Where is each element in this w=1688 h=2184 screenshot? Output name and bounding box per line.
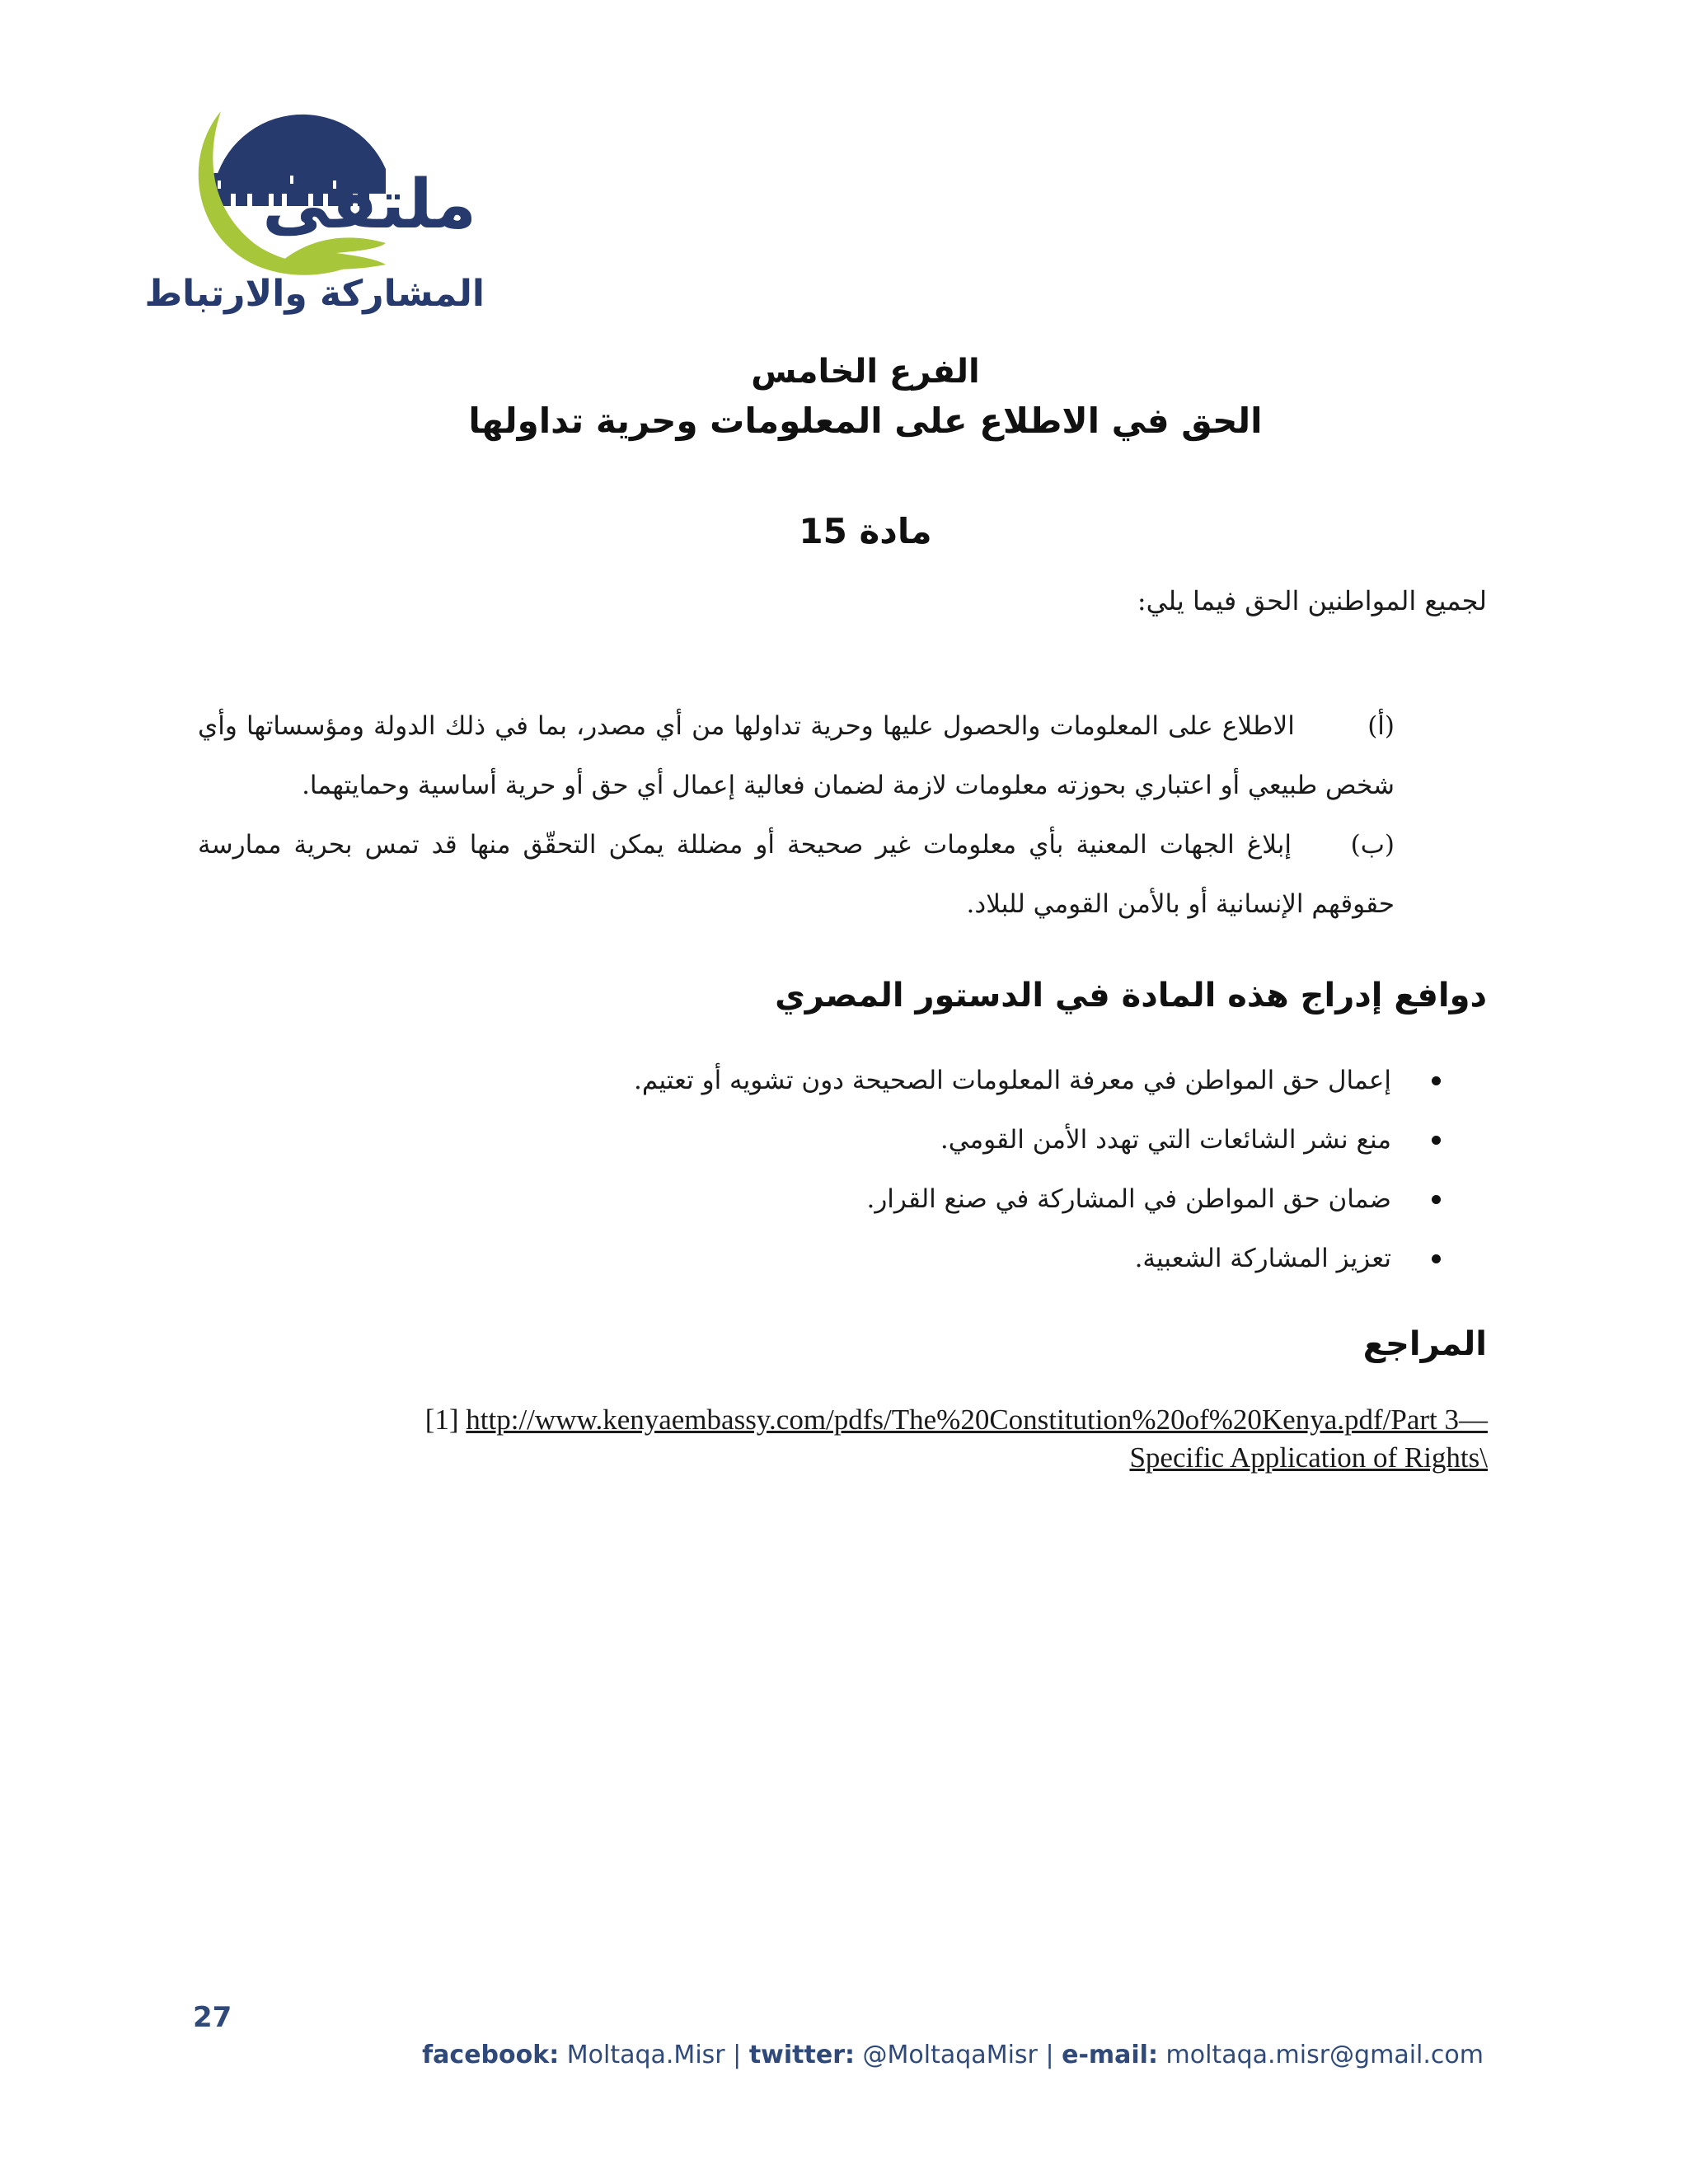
clause-a	[198, 696, 1395, 815]
list-item	[369, 1229, 1441, 1288]
twitter-handle[interactable]: @MoltaqaMisr	[862, 2041, 1038, 2069]
page-title: الحق في الاطلاع على المعلومات وحرية تداولها	[468, 401, 1263, 441]
reference-link[interactable]: http://www.kenyaembassy.com/pdfs/The%20Constitution%20of%20Kenya.pdf/Part 3—	[466, 1404, 1488, 1436]
email-label: e-mail:	[1062, 2041, 1158, 2069]
clause-text: الاطلاع على المعلومات والحصول عليها وحرية تداولها من أي مصدر، بما في ذلك الدولة ومؤسساتها وأي شخص طبيعي أو اعتباري بحوزته معلومات لازمة لضمان فعالية إعمال أي حق أو حرية أساسية وحمايتهما.	[198, 711, 1395, 800]
footer-separator: |	[1045, 2041, 1054, 2069]
bullet-icon	[1432, 1136, 1441, 1145]
list-item	[369, 1169, 1441, 1229]
bullet-icon	[1432, 1254, 1441, 1263]
motives-heading: دوافع إدراج هذه المادة في الدستور المصري	[775, 977, 1487, 1015]
list-item-text: تعزيز المشاركة الشعبية.	[1134, 1244, 1391, 1273]
motives-list	[369, 1051, 1441, 1288]
bullet-icon	[1432, 1195, 1441, 1204]
facebook-label: facebook:	[422, 2041, 560, 2069]
list-item	[369, 1110, 1441, 1169]
reference-link-continued[interactable]: Specific Application of Rights\	[1129, 1441, 1488, 1474]
bullet-icon	[1432, 1076, 1441, 1085]
reference-line-1	[247, 1401, 1488, 1439]
reference-number: [1]	[424, 1404, 459, 1436]
references-heading: المراجع	[1362, 1325, 1487, 1363]
footer-separator: |	[733, 2041, 742, 2069]
list-item	[369, 1051, 1441, 1110]
footer-contacts	[422, 2041, 1484, 2069]
email-address[interactable]: moltaqa.misr@gmail.com	[1165, 2041, 1484, 2069]
logo-tagline: المشاركة والارتباط	[144, 273, 485, 315]
logo-word: ملتقى	[262, 166, 476, 244]
reference-line-2	[247, 1439, 1488, 1477]
page-number: 27	[193, 2001, 232, 2034]
clause-text: إبلاغ الجهات المعنية بأي معلومات غير صحيحة أو مضللة يمكن التحقّق منها قد تمس بحرية ممارسة حقوقهم الإنسانية أو بالأمن القومي للبلاد.	[198, 830, 1395, 919]
clause-marker: (ب)	[1350, 830, 1395, 860]
clauses-list	[198, 696, 1395, 934]
moltaqa-logo	[144, 95, 485, 326]
twitter-label: twitter:	[748, 2041, 855, 2069]
reference-item	[247, 1401, 1488, 1477]
clause-b	[198, 815, 1395, 934]
clause-marker: (أ)	[1367, 711, 1395, 741]
facebook-handle[interactable]: Moltaqa.Misr	[566, 2041, 725, 2069]
list-item-text: إعمال حق المواطن في معرفة المعلومات الصحيحة دون تشويه أو تعتيم.	[633, 1066, 1391, 1095]
article-title: مادة 15	[799, 511, 932, 551]
list-item-text: ضمان حق المواطن في المشاركة في صنع القرار.	[866, 1184, 1391, 1214]
section-title: الفرع الخامس	[751, 353, 980, 391]
list-item-text: منع نشر الشائعات التي تهدد الأمن القومي.	[940, 1125, 1391, 1155]
intro-text: لجميع المواطنين الحق فيما يلي:	[1137, 585, 1487, 616]
